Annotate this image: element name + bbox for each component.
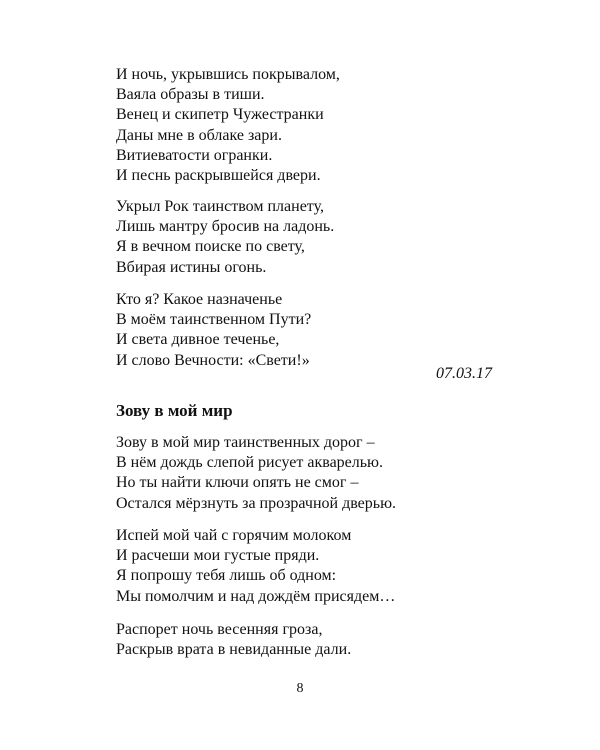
poem-1-stanza-2 (116, 197, 334, 278)
poem-line: Кто я? Какое назначенье (116, 291, 283, 308)
poem-line: Я попрошу тебя лишь об одном: (116, 567, 337, 585)
poem-2-stanza-2 (116, 526, 395, 607)
poem-line: Раскрыв врата в невиданные дали. (116, 641, 352, 659)
poem-1-stanza-1 (116, 65, 340, 186)
poem-line: В моём таинственном Пути? (116, 311, 312, 329)
page-number: 8 (296, 681, 304, 696)
poem-line: И расчеши мои густые пряди. (116, 547, 320, 565)
poem-line: Венец и скипетр Чужестранки (116, 106, 324, 124)
poem-1-stanza-3 (116, 290, 311, 371)
poem-line: Но ты найти ключи опять не смог – (116, 474, 359, 492)
poem-line: Ваяла образы в тиши. (116, 86, 265, 104)
poem-line: Я в вечном поиске по свету, (116, 238, 305, 256)
poem-line: И света дивное теченье, (116, 331, 280, 349)
poem-line: Остался мёрзнуть за прозрачной дверью. (116, 494, 397, 512)
poem-line: Зову в мой мир таинственных дорог – (116, 434, 375, 451)
poem-title: Зову в мой мир (116, 401, 233, 420)
poem-2-stanza-3 (116, 620, 351, 660)
poem-line: И песнь раскрывшейся двери. (116, 167, 321, 185)
poem-line: Укрыл Рок таинством планету, (116, 198, 324, 215)
poem-line: Даны мне в облаке зари. (116, 126, 282, 144)
poem-line: Мы помолчим и над дождём присядем… (116, 587, 396, 605)
poem-2-stanza-1 (116, 433, 396, 514)
poem-line: Лишь мантру бросив на ладонь. (116, 218, 335, 236)
poem-line: Вбирая истины огонь. (116, 258, 267, 276)
poem-line: В нём дождь слепой рисует акварелью. (116, 454, 383, 472)
poem-date: 07.03.17 (436, 365, 492, 382)
poem-line: И ночь, укрывшись покрывалом, (116, 66, 340, 83)
poem-line: И слово Вечности: «Свети!» (116, 351, 310, 369)
poem-line: Испей мой чай с горячим молоком (116, 527, 352, 544)
poem-line: Витиеватости огранки. (116, 146, 273, 164)
poem-line: Распорет ночь весенняя гроза, (116, 621, 323, 638)
